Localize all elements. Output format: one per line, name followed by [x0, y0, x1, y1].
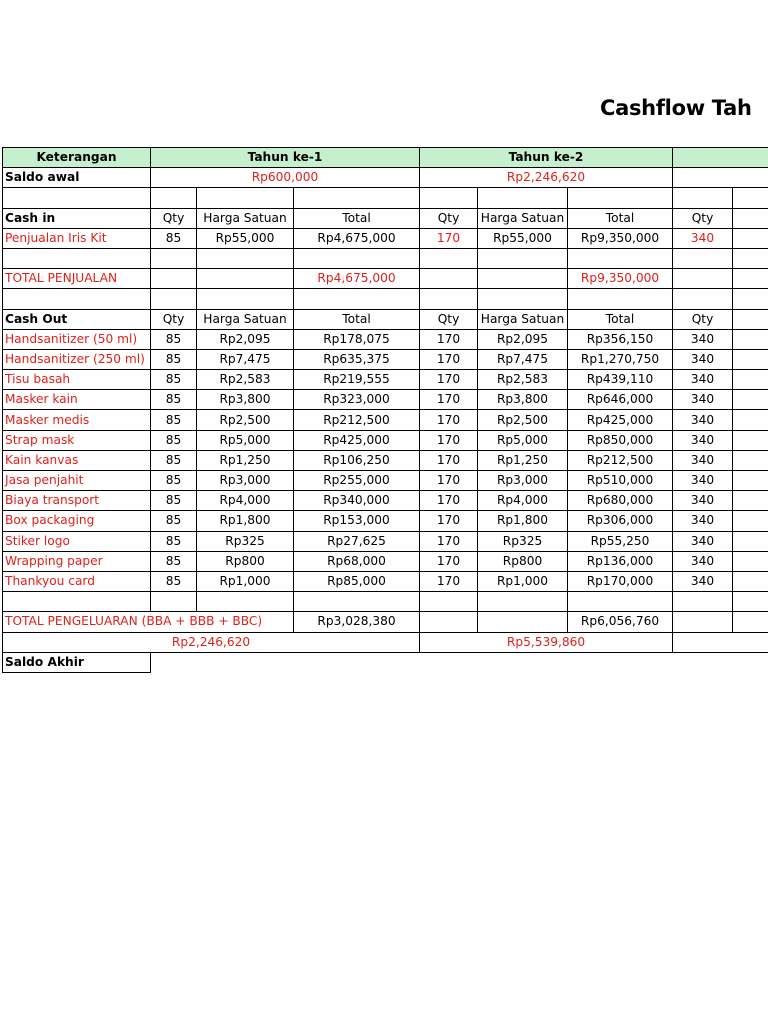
- total-penjualan-y2: Rp9,350,000: [568, 269, 673, 289]
- empty-cell: [733, 329, 768, 349]
- item-total-y2: Rp170,000: [568, 571, 673, 591]
- item-harga-y1: Rp55,000: [197, 228, 294, 248]
- item-harga-y2: Rp2,500: [478, 410, 568, 430]
- item-total-y1: Rp340,000: [294, 491, 420, 511]
- col-qty: Qty: [673, 309, 733, 329]
- item-qty-y2: 170: [420, 370, 478, 390]
- item-name: Stiker logo: [3, 531, 151, 551]
- item-qty-y1: 85: [151, 571, 197, 591]
- item-qty-y1: 85: [151, 531, 197, 551]
- empty-cell: [733, 430, 768, 450]
- table-row: [3, 390, 768, 410]
- total-pengeluaran-row: [3, 612, 768, 632]
- empty-row: [3, 289, 768, 309]
- item-harga-y2: Rp2,095: [478, 329, 568, 349]
- item-qty-y3: 340: [673, 511, 733, 531]
- item-qty-y2: 170: [420, 531, 478, 551]
- empty-row: [3, 592, 768, 612]
- item-name: Tisu basah: [3, 370, 151, 390]
- item-harga-y2: Rp1,000: [478, 571, 568, 591]
- header-keterangan: Keterangan: [3, 148, 151, 168]
- item-total-y1: Rp178,075: [294, 329, 420, 349]
- empty-row: [3, 188, 768, 208]
- table-row: [3, 571, 768, 591]
- table-row: [3, 511, 768, 531]
- item-qty-y2: 170: [420, 349, 478, 369]
- item-qty-y3: 340: [673, 491, 733, 511]
- item-total-y2: Rp425,000: [568, 410, 673, 430]
- item-qty-y1: 85: [151, 329, 197, 349]
- empty-cell: [733, 491, 768, 511]
- col-total: Total: [568, 208, 673, 228]
- table-row: [3, 491, 768, 511]
- saldo-awal-y2: Rp2,246,620: [420, 168, 673, 188]
- item-name: Box packaging: [3, 511, 151, 531]
- empty-cell: [733, 349, 768, 369]
- col-qty: Qty: [151, 208, 197, 228]
- item-total-y2: Rp356,150: [568, 329, 673, 349]
- saldo-awal-row: [3, 168, 768, 188]
- saldo-awal-label: Saldo awal: [3, 168, 151, 188]
- item-total-y1: Rp68,000: [294, 551, 420, 571]
- item-total-y2: Rp510,000: [568, 471, 673, 491]
- item-total-y2: Rp9,350,000: [568, 228, 673, 248]
- table-row: [3, 410, 768, 430]
- item-name: Masker kain: [3, 390, 151, 410]
- item-qty-y3: 340: [673, 450, 733, 470]
- table-row: [3, 349, 768, 369]
- item-total-y2: Rp646,000: [568, 390, 673, 410]
- header-tahun-1: Tahun ke-1: [151, 148, 420, 168]
- item-harga-y1: Rp3,000: [197, 471, 294, 491]
- saldo-awal-y1: Rp600,000: [151, 168, 420, 188]
- item-qty-y1: 85: [151, 410, 197, 430]
- item-total-y1: Rp219,555: [294, 370, 420, 390]
- item-total-y2: Rp306,000: [568, 511, 673, 531]
- col-harga: Harga Satuan: [197, 309, 294, 329]
- saldo-awal-y3: [673, 168, 768, 188]
- total-pengeluaran-label: TOTAL PENGELUARAN (BBA + BBB + BBC): [3, 612, 294, 632]
- empty-cell: [733, 471, 768, 491]
- empty-cell: [733, 390, 768, 410]
- item-qty-y2: 170: [420, 571, 478, 591]
- selisih-y2: Rp5,539,860: [420, 632, 673, 652]
- item-harga-y1: Rp5,000: [197, 430, 294, 450]
- cash-in-label: Cash in: [3, 208, 151, 228]
- item-qty-y3: 340: [673, 571, 733, 591]
- empty-cell: [733, 551, 768, 571]
- item-harga-y1: Rp2,500: [197, 410, 294, 430]
- item-name: Kain kanvas: [3, 450, 151, 470]
- header-tahun-2: Tahun ke-2: [420, 148, 673, 168]
- item-qty-y2: 170: [420, 450, 478, 470]
- item-name: Handsanitizer (250 ml): [3, 349, 151, 369]
- item-harga-y2: Rp3,800: [478, 390, 568, 410]
- empty-cell: [733, 450, 768, 470]
- cashflow-table: [2, 147, 768, 673]
- item-harga-y2: Rp1,250: [478, 450, 568, 470]
- item-qty-y1: 85: [151, 228, 197, 248]
- col-total: Total: [568, 309, 673, 329]
- col-qty: Qty: [420, 208, 478, 228]
- item-harga-y1: Rp7,475: [197, 349, 294, 369]
- col-harga: Harga Satuan: [478, 309, 568, 329]
- item-harga-y1: Rp4,000: [197, 491, 294, 511]
- item-name: Biaya transport: [3, 491, 151, 511]
- item-total-y2: Rp680,000: [568, 491, 673, 511]
- saldo-akhir-row: [3, 652, 768, 672]
- item-name: Wrapping paper: [3, 551, 151, 571]
- item-name: Penjualan Iris Kit: [3, 228, 151, 248]
- item-harga-y1: Rp2,583: [197, 370, 294, 390]
- total-pengeluaran-y2: Rp6,056,760: [568, 612, 673, 632]
- item-total-y1: Rp635,375: [294, 349, 420, 369]
- item-harga-y1: Rp800: [197, 551, 294, 571]
- item-harga-y2: Rp800: [478, 551, 568, 571]
- total-penjualan-label: TOTAL PENJUALAN: [3, 269, 151, 289]
- item-total-y1: Rp106,250: [294, 450, 420, 470]
- saldo-akhir-label: Saldo Akhir: [3, 652, 151, 672]
- item-name: Handsanitizer (50 ml): [3, 329, 151, 349]
- table-row: [3, 450, 768, 470]
- item-qty-y1: 85: [151, 430, 197, 450]
- item-harga-y2: Rp55,000: [478, 228, 568, 248]
- item-qty-y2: 170: [420, 430, 478, 450]
- col-harga: Harga Satuan: [478, 208, 568, 228]
- item-qty-y2: 170: [420, 390, 478, 410]
- item-harga-y1: Rp1,800: [197, 511, 294, 531]
- header-row: [3, 148, 768, 168]
- item-qty-y1: 85: [151, 511, 197, 531]
- col-total: Total: [294, 208, 420, 228]
- item-qty-y3: 340: [673, 370, 733, 390]
- item-harga-y1: Rp1,250: [197, 450, 294, 470]
- item-qty-y3: 340: [673, 329, 733, 349]
- item-total-y2: Rp136,000: [568, 551, 673, 571]
- col-qty: Qty: [151, 309, 197, 329]
- item-name: Masker medis: [3, 410, 151, 430]
- item-qty-y1: 85: [151, 349, 197, 369]
- item-qty-y3: 340: [673, 551, 733, 571]
- selisih-y1: Rp2,246,620: [3, 632, 420, 652]
- item-qty-y1: 85: [151, 370, 197, 390]
- col-qty: Qty: [420, 309, 478, 329]
- table-row: [3, 471, 768, 491]
- cash-in-item-row: [3, 228, 768, 248]
- item-harga-y2: Rp1,800: [478, 511, 568, 531]
- item-qty-y2: 170: [420, 491, 478, 511]
- item-harga-y2: Rp5,000: [478, 430, 568, 450]
- cash-in-header-row: [3, 208, 768, 228]
- item-total-y1: Rp425,000: [294, 430, 420, 450]
- empty-cell: [733, 531, 768, 551]
- item-harga-y2: Rp325: [478, 531, 568, 551]
- col-qty: Qty: [673, 208, 733, 228]
- cashflow-sheet: [2, 147, 768, 673]
- item-qty-y3: 340: [673, 471, 733, 491]
- total-penjualan-y1: Rp4,675,000: [294, 269, 420, 289]
- empty-cell: [733, 571, 768, 591]
- item-qty-y1: 85: [151, 450, 197, 470]
- total-pengeluaran-y1: Rp3,028,380: [294, 612, 420, 632]
- empty-cell: [733, 511, 768, 531]
- item-harga-y1: Rp3,800: [197, 390, 294, 410]
- item-name: Thankyou card: [3, 571, 151, 591]
- selisih-row: [3, 632, 768, 652]
- item-harga-y2: Rp3,000: [478, 471, 568, 491]
- table-row: [3, 551, 768, 571]
- total-penjualan-row: [3, 269, 768, 289]
- item-qty-y3: 340: [673, 349, 733, 369]
- item-qty-y1: 85: [151, 390, 197, 410]
- page-title: Cashflow Tah: [600, 96, 752, 120]
- item-total-y2: Rp850,000: [568, 430, 673, 450]
- item-total-y1: Rp323,000: [294, 390, 420, 410]
- header-tahun-3: [673, 148, 768, 168]
- item-qty-y2: 170: [420, 410, 478, 430]
- item-total-y1: Rp4,675,000: [294, 228, 420, 248]
- item-name: Jasa penjahit: [3, 471, 151, 491]
- item-qty-y3: 340: [673, 410, 733, 430]
- item-total-y1: Rp27,625: [294, 531, 420, 551]
- col-harga: Harga Satuan: [197, 208, 294, 228]
- item-qty-y3: 340: [673, 531, 733, 551]
- item-harga-y2: Rp2,583: [478, 370, 568, 390]
- item-qty-y2: 170: [420, 471, 478, 491]
- item-qty-y2: 170: [420, 511, 478, 531]
- item-name: Strap mask: [3, 430, 151, 450]
- item-qty-y1: 85: [151, 551, 197, 571]
- item-qty-y3: 340: [673, 430, 733, 450]
- item-qty-y2: 170: [420, 228, 478, 248]
- item-total-y2: Rp439,110: [568, 370, 673, 390]
- item-harga-y1: Rp1,000: [197, 571, 294, 591]
- item-total-y1: Rp255,000: [294, 471, 420, 491]
- item-total-y1: Rp212,500: [294, 410, 420, 430]
- item-total-y2: Rp1,270,750: [568, 349, 673, 369]
- table-row: [3, 430, 768, 450]
- cash-out-label: Cash Out: [3, 309, 151, 329]
- item-total-y1: Rp153,000: [294, 511, 420, 531]
- item-qty-y1: 85: [151, 471, 197, 491]
- item-qty-y1: 85: [151, 491, 197, 511]
- empty-cell: [733, 370, 768, 390]
- item-total-y2: Rp55,250: [568, 531, 673, 551]
- table-row: [3, 329, 768, 349]
- table-row: [3, 370, 768, 390]
- item-qty-y2: 170: [420, 329, 478, 349]
- item-qty-y3: 340: [673, 390, 733, 410]
- table-row: [3, 531, 768, 551]
- col-total: Total: [294, 309, 420, 329]
- empty-row: [3, 248, 768, 268]
- item-qty-y3: 340: [673, 228, 733, 248]
- item-harga-y2: Rp7,475: [478, 349, 568, 369]
- item-total-y1: Rp85,000: [294, 571, 420, 591]
- empty-cell: [733, 410, 768, 430]
- item-qty-y2: 170: [420, 551, 478, 571]
- item-harga-y2: Rp4,000: [478, 491, 568, 511]
- item-harga-y1: Rp2,095: [197, 329, 294, 349]
- cash-out-header-row: [3, 309, 768, 329]
- item-total-y2: Rp212,500: [568, 450, 673, 470]
- item-harga-y1: Rp325: [197, 531, 294, 551]
